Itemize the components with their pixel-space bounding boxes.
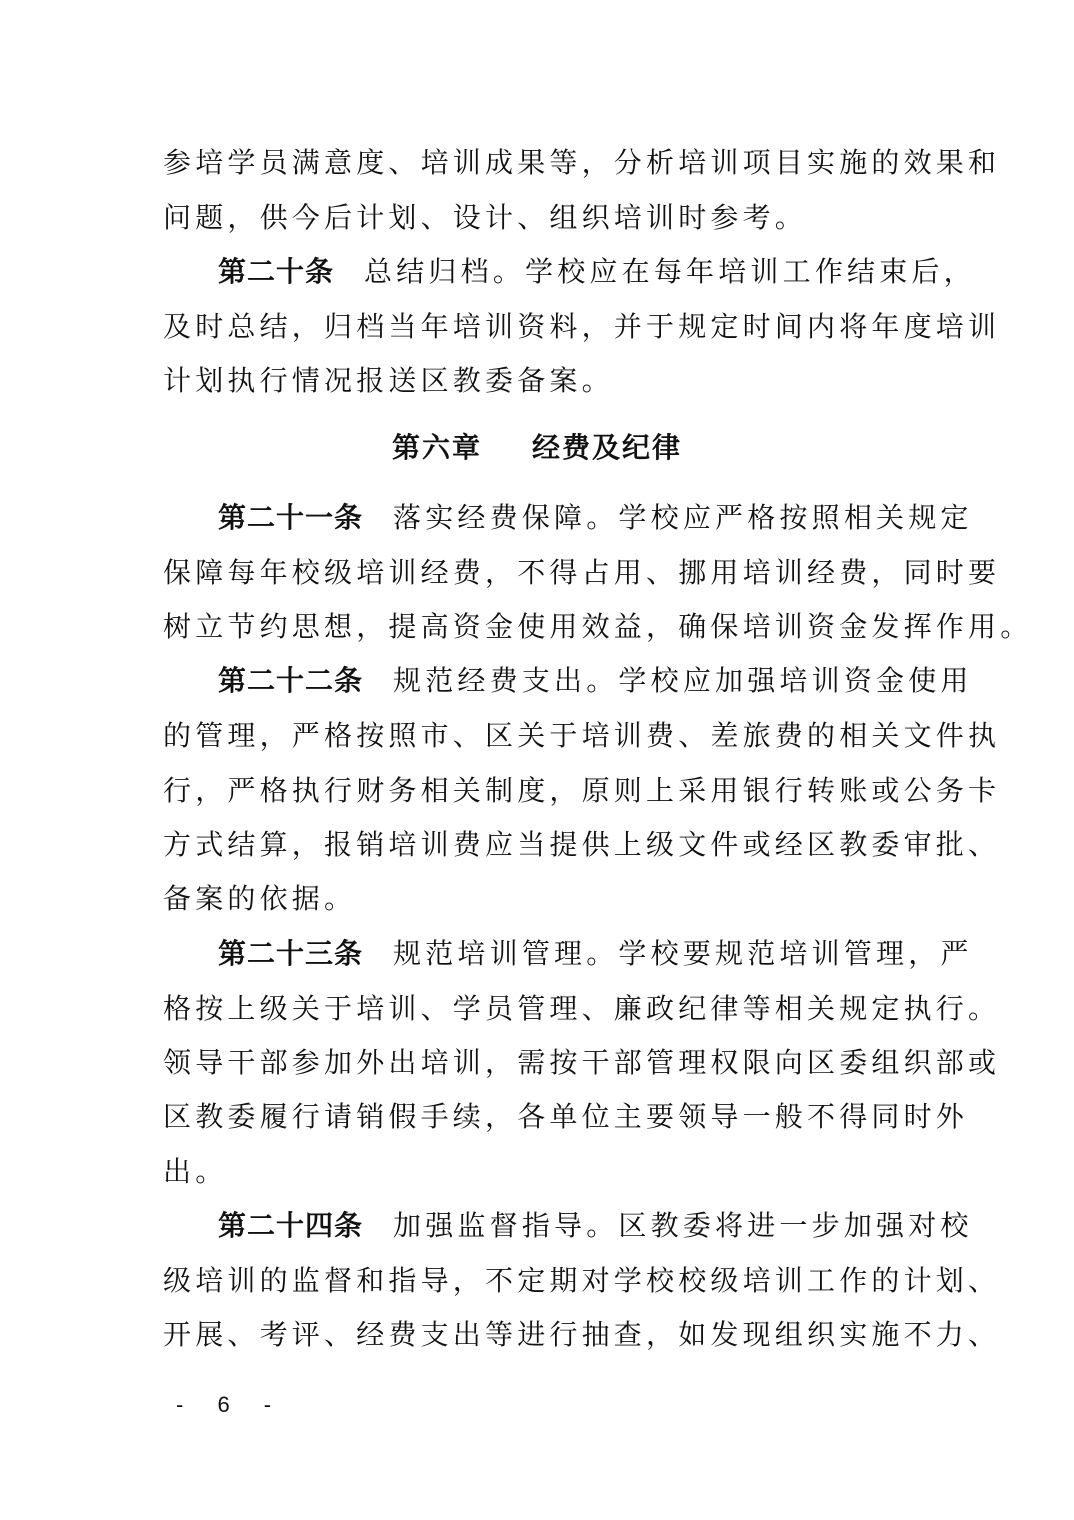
- chapter-title: 经费及纪律: [532, 431, 683, 464]
- article-24-line: 级培训的监督和指导，不定期对学校校级培训工作的计划、: [163, 1264, 1001, 1297]
- article-21-heading: 第二十一条: [218, 501, 364, 534]
- article-21-line: 树立节约思想，提高资金使用效益，确保培训资金发挥作用。: [163, 610, 1033, 643]
- article-24-first-line: [218, 1206, 973, 1246]
- article-22-text: 规范经费支出。学校应加强培训资金使用: [393, 664, 973, 697]
- article-22-line: 的管理，严格按照市、区关于培训费、差旅费的相关文件执: [163, 719, 1001, 752]
- article-22-line: 行，严格执行财务相关制度，原则上采用银行转账或公务卡: [163, 774, 1001, 807]
- article-20-line: 计划执行情况报送区教委备案。: [163, 364, 614, 397]
- article-23-line: 区教委履行请销假手续，各单位主要领导一般不得同时外: [163, 1100, 969, 1133]
- chapter-heading: [0, 428, 1074, 468]
- article-20-heading: 第二十条: [218, 255, 335, 288]
- article-22-line: 备案的依据。: [163, 882, 357, 915]
- chapter-number: 第六章: [391, 431, 482, 464]
- article-23-text: 规范培训管理。学校要规范培训管理，严: [393, 937, 973, 970]
- article-21-first-line: [218, 498, 973, 538]
- article-23-heading: 第二十三条: [218, 937, 364, 970]
- article-23-first-line: [218, 934, 973, 974]
- article-24-line: 开展、考评、经费支出等进行抽查，如发现组织实施不力、: [163, 1318, 1001, 1351]
- article-21-text: 落实经费保障。学校应严格按照相关规定: [393, 501, 973, 534]
- article-20-text: 总结归档。学校应在每年培训工作结束后，: [364, 255, 976, 288]
- article-22-line: 方式结算，报销培训费应当提供上级文件或经区教委审批、: [163, 828, 1001, 861]
- article-23-line: 领导干部参加外出培训，需按干部管理权限向区委组织部或: [163, 1046, 1001, 1079]
- article-22-heading: 第二十二条: [218, 664, 364, 697]
- article-24-heading: 第二十四条: [218, 1209, 364, 1242]
- page-number: - 6 -: [176, 1392, 286, 1417]
- body-line: 参培学员满意度、培训成果等，分析培训项目实施的效果和: [163, 146, 1001, 179]
- article-20-first-line: [218, 252, 976, 292]
- article-23-line: 格按上级关于培训、学员管理、廉政纪律等相关规定执行。: [163, 992, 1001, 1025]
- article-23-line: 出。: [163, 1155, 228, 1188]
- body-line: 问题，供今后计划、设计、组织培训时参考。: [163, 201, 808, 234]
- article-20-line: 及时总结，归档当年培训资料，并于规定时间内将年度培训: [163, 310, 1001, 343]
- article-22-first-line: [218, 661, 973, 701]
- article-24-text: 加强监督指导。区教委将进一步加强对校: [393, 1209, 973, 1242]
- article-21-line: 保障每年校级培训经费，不得占用、挪用培训经费，同时要: [163, 556, 1001, 589]
